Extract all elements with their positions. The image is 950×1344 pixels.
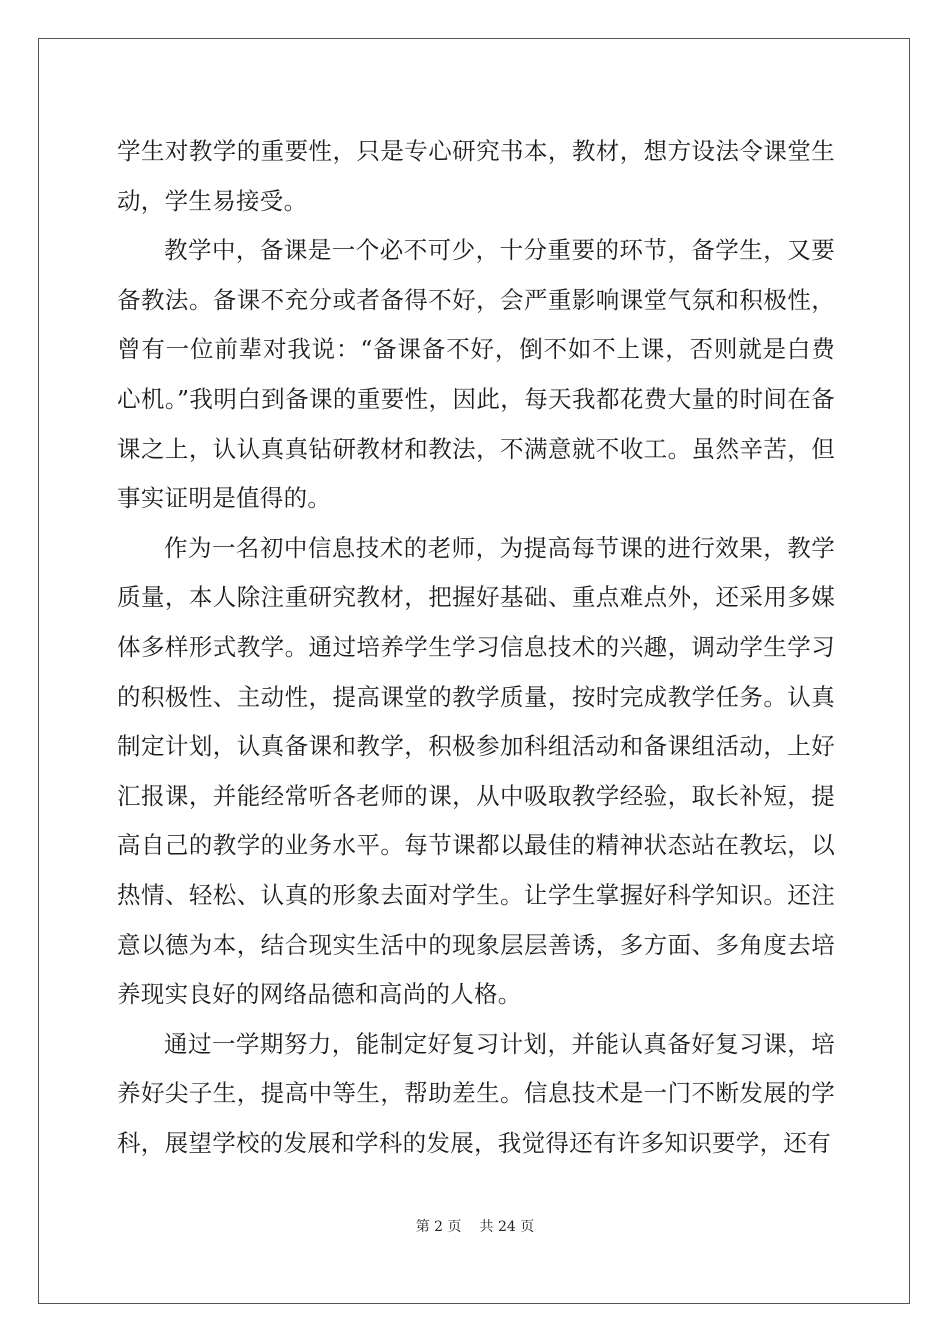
page-total: 共 24 页: [479, 1219, 535, 1235]
page-footer: [0, 1216, 950, 1236]
document-body: [117, 127, 835, 1168]
paragraph-1: 学生对教学的重要性，只是专心研究书本，教材，想方设法令课堂生动，学生易接受。: [117, 137, 835, 215]
paragraph-4: 通过一学期努力，能制定好复习计划，并能认真备好复习课，培养好尖子生，提高中等生，帮助差生。信息技术是一门不断发展的学科，展望学校的发展和学科的发展，我觉得还有许多知识要学，还有: [117, 1029, 835, 1157]
paragraph-3: 作为一名初中信息技术的老师，为提高每节课的进行效果，教学质量，本人除注重研究教材，把握好基础、重点难点外，还采用多媒体多样形式教学。通过培养学生学习信息技术的兴趣，调动学生学习的积极性、主动性，提高课堂的教学质量，按时完成教学任务。认真制定计划，认真备课和教学，积极参加科组活动和备课组活动，上好汇报课，并能经常听各老师的课，从中吸取教学经验，取长补短，提高自己的教学的业务水平。每节课都以最佳的精神状态站在教坛，以热情、轻松、认真的形象去面对学生。让学生掌握好科学知识。还注意以德为本，结合现实生活中的现象层层善诱，多方面、多角度去培养现实良好的网络品德和高尚的人格。: [117, 533, 835, 1009]
page-number: 第 2 页: [415, 1219, 462, 1235]
paragraph-2: 教学中，备课是一个必不可少，十分重要的环节，备学生，又要备教法。备课不充分或者备得不好，会严重影响课堂气氛和积极性，曾有一位前辈对我说：“备课备不好，倒不如不上课，否则就是白费心机。”我明白到备课的重要性，因此，每天我都花费大量的时间在备课之上，认认真真钻研教材和教法，不满意就不收工。虽然辛苦，但事实证明是值得的。: [117, 236, 835, 513]
